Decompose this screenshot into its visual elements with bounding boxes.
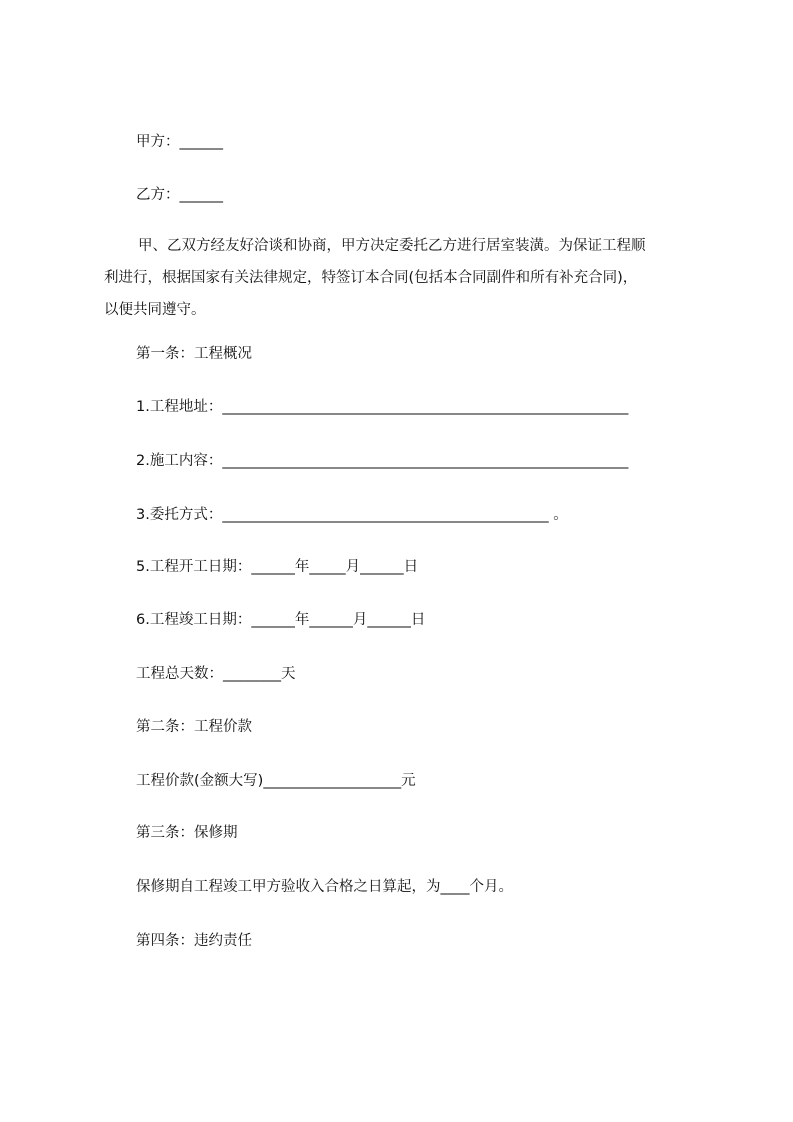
commission-method-line: 3.委托方式：_____________________________________________ 。 bbox=[136, 507, 568, 523]
intro-line-2: 利进行，根据国家有关法律规定，特签订本合同(包括本合同副件和所有补充合同)， bbox=[104, 270, 638, 286]
warranty-line: 保修期自工程竣工甲方验收入合格之日算起，为____个月。 bbox=[136, 879, 513, 895]
start-date-line: 5.工程开工日期：______年_____月______日 bbox=[136, 559, 419, 575]
project-address-line: 1.工程地址：________________________________________________________ bbox=[136, 399, 629, 415]
end-date-line: 6.工程竣工日期：______年______月______日 bbox=[136, 612, 426, 628]
article-1-heading: 第一条：工程概况 bbox=[136, 346, 252, 362]
intro-paragraph bbox=[104, 230, 704, 326]
intro-line-3: 以便共同遵守。 bbox=[104, 302, 206, 318]
article-2-heading: 第二条：工程价款 bbox=[136, 719, 252, 735]
article-4-heading: 第四条：违约责任 bbox=[136, 933, 252, 949]
party-b-line: 乙方：______ bbox=[136, 187, 223, 203]
construction-content-line: 2.施工内容：________________________________________________________ bbox=[136, 453, 629, 469]
article-3-heading: 第三条：保修期 bbox=[136, 825, 238, 841]
intro-line-1: 甲、乙双方经友好洽谈和协商，甲方决定委托乙方进行居室装潢。为保证工程顺 bbox=[138, 238, 646, 254]
project-price-line: 工程价款(金额大写)___________________元 bbox=[136, 773, 416, 789]
party-a-line: 甲方：______ bbox=[136, 134, 223, 150]
total-days-line: 工程总天数：________天 bbox=[136, 666, 296, 682]
